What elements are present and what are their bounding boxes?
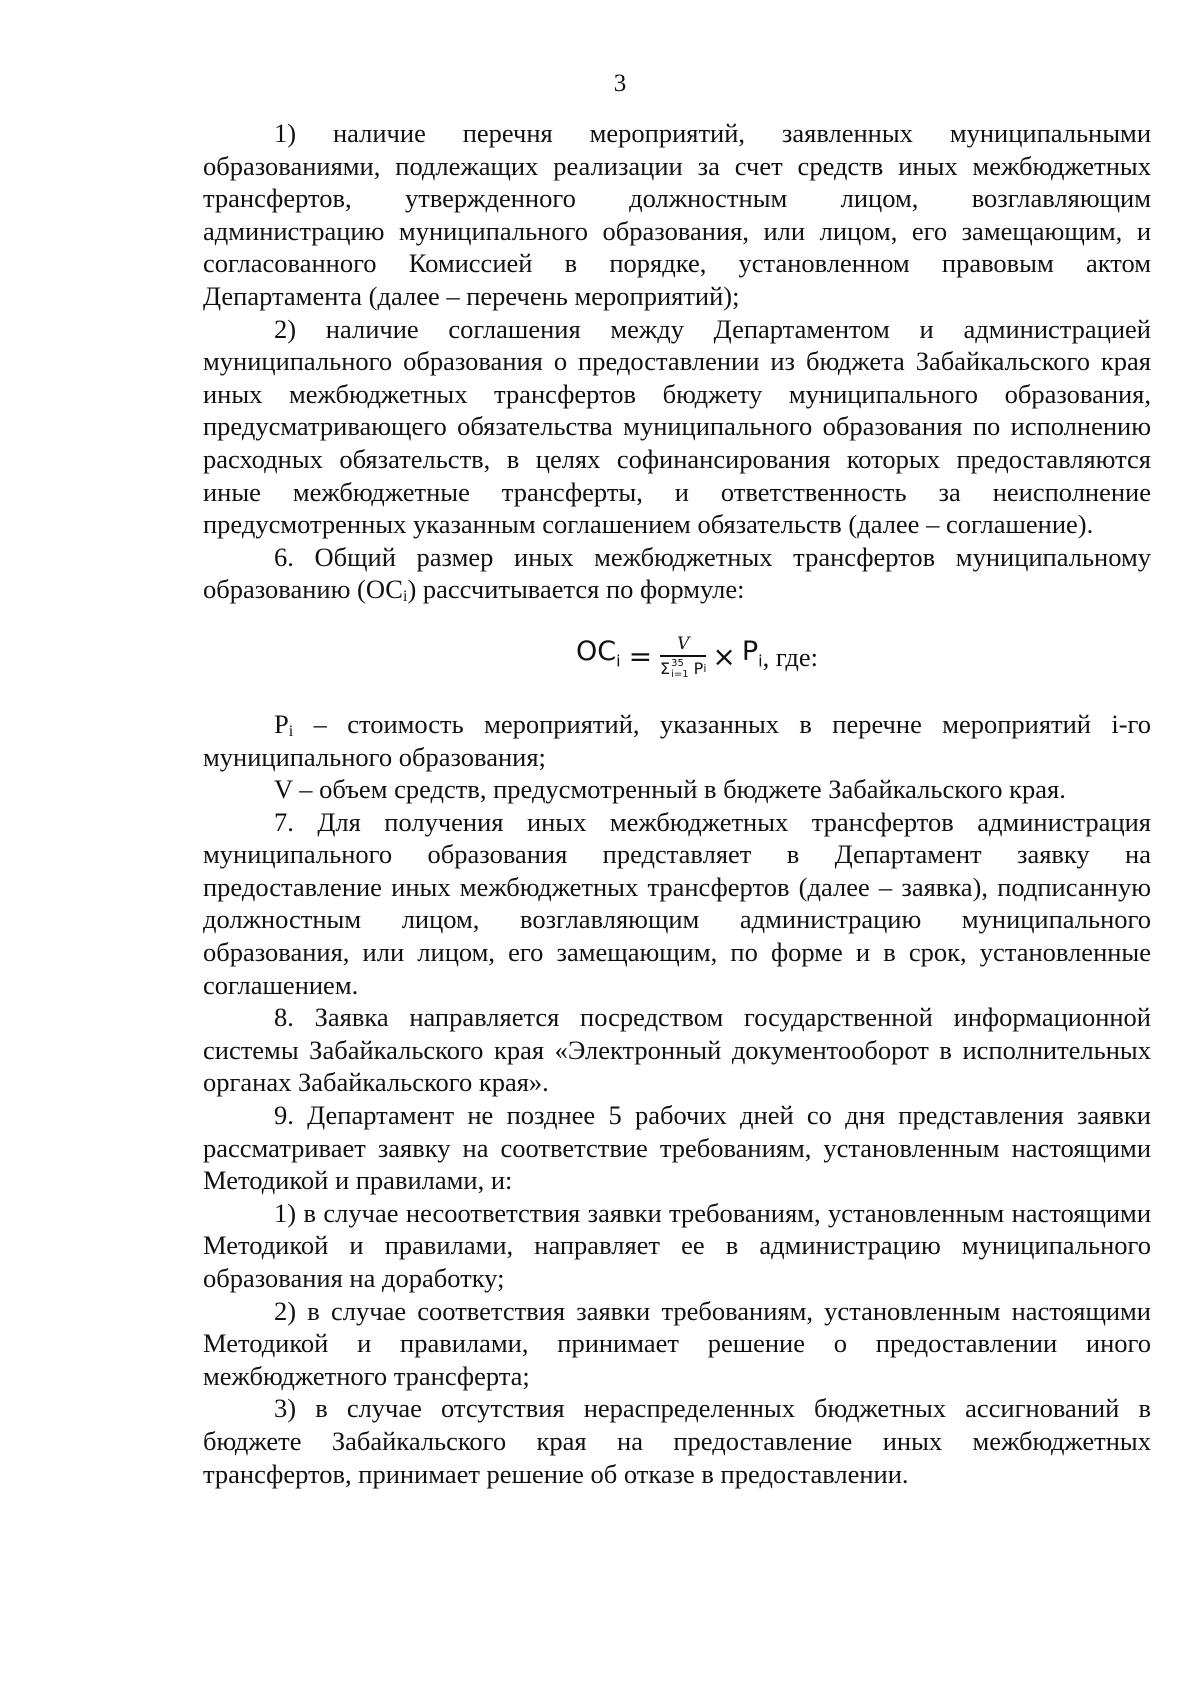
formula-denominator	[660, 657, 706, 681]
definition-pi-text: – стоимость мероприятий, указанных в перечне мероприятий i-го муниципального образования;	[203, 708, 1151, 772]
formula-rhs	[742, 636, 763, 678]
sum-operator	[660, 657, 689, 681]
sum-limits	[671, 658, 689, 680]
paragraph-6-text: 6. Общий размер иных межбюджетных трансфертов муниципальному образованию (ОС	[203, 541, 1151, 605]
page-number: 3	[613, 70, 627, 97]
formula-rhs-subscript: i	[758, 651, 763, 671]
paragraph-6	[203, 541, 1151, 606]
denominator-subscript: i	[703, 661, 707, 675]
definition-pi	[203, 708, 1151, 773]
paragraph-9-item-2: 2) в случае соответствия заявки требованиям, установленным настоящими Методикой и правилами, принимает решение о предоставлении иного межбюджетного трансферта;	[203, 1295, 1151, 1391]
paragraph-8: 8. Заявка направляется посредством государственной информационной системы Забайкальского края «Электронный документооборот в исполнительных органах Забайкальского края».	[203, 1002, 1151, 1098]
paragraph-9-item-1: 1) в случае несоответствия заявки требованиям, установленным настоящими Методикой и правилами, направляет ее в администрацию муниципального образования на доработку;	[203, 1197, 1151, 1293]
formula-lhs-subscript: i	[616, 651, 621, 671]
formula-lhs-symbol: OC	[576, 635, 617, 667]
paragraph-9-item-3: 3) в случае отсутствия нераспределенных бюджетных ассигнований в бюджете Забайкальского края на предоставление иных межбюджетных трансфертов, принимает решение об отказе в предоставлении.	[203, 1393, 1151, 1489]
paragraph-6-subscript: i	[402, 588, 408, 606]
paragraph-7: 7. Для получения иных межбюджетных трансфертов администрация муниципального образования представляет в Департамент заявку на предоставление иных межбюджетных трансфертов (далее – заявка), подписанную должностным лицом, возглавляющим администрацию муниципального образования, или лицом, его замещающим, по форме и в срок, установленные соглашением.	[203, 806, 1151, 1000]
sum-lower-limit: i=1	[671, 668, 689, 680]
definition-pi-symbol: P	[274, 708, 289, 739]
definition-pi-subscript: i	[288, 722, 294, 740]
formula	[576, 618, 818, 696]
paragraph-item-1: 1) наличие перечня мероприятий, заявленных муниципальными образованиями, подлежащих реализации за счет средств иных межбюджетных трансфертов, утвержденного должностным лицом, возглавляющим администрацию муниципального образования, или лицом, его замещающим, и согласованного Комиссией в порядке, установленном правовым актом Департамента (далее – перечень мероприятий);	[203, 118, 1151, 311]
sum-symbol: Σ	[660, 658, 671, 678]
formula-block	[203, 618, 1151, 696]
formula-tail: , где:	[762, 641, 819, 672]
formula-numerator: V	[677, 634, 690, 655]
formula-rhs-symbol: P	[741, 635, 759, 667]
definition-v: V – объем средств, предусмотренный в бюджете Забайкальского края.	[274, 774, 1066, 805]
paragraph-6-text-end: ) рассчитывается по формуле:	[407, 574, 745, 605]
paragraph-9: 9. Департамент не позднее 5 рабочих дней со дня представления заявки рассматривает заявку на соответствие требованиям, установленным настоящими Методикой и правилами, и:	[203, 1100, 1151, 1196]
paragraph-item-2: 2) наличие соглашения между Департаментом и администрацией муниципального образования о предоставлении из бюджета Забайкальского края иных межбюджетных трансфертов бюджету муниципального образования, предусматривающего обязательства муниципального образования по исполнению расходных обязательств, в целях софинансирования которых предоставляются иные межбюджетные трансферты, и ответственность за неисполнение предусмотренных указанным соглашением обязательств (далее – соглашение).	[203, 313, 1151, 540]
formula-times: ×	[712, 639, 736, 673]
document-body	[203, 117, 1151, 1490]
formula-fraction	[660, 633, 706, 681]
formula-equals: =	[628, 639, 653, 673]
formula-lhs	[576, 636, 621, 678]
denominator-variable: P	[693, 658, 704, 678]
sum-upper-limit: 35	[671, 657, 684, 669]
